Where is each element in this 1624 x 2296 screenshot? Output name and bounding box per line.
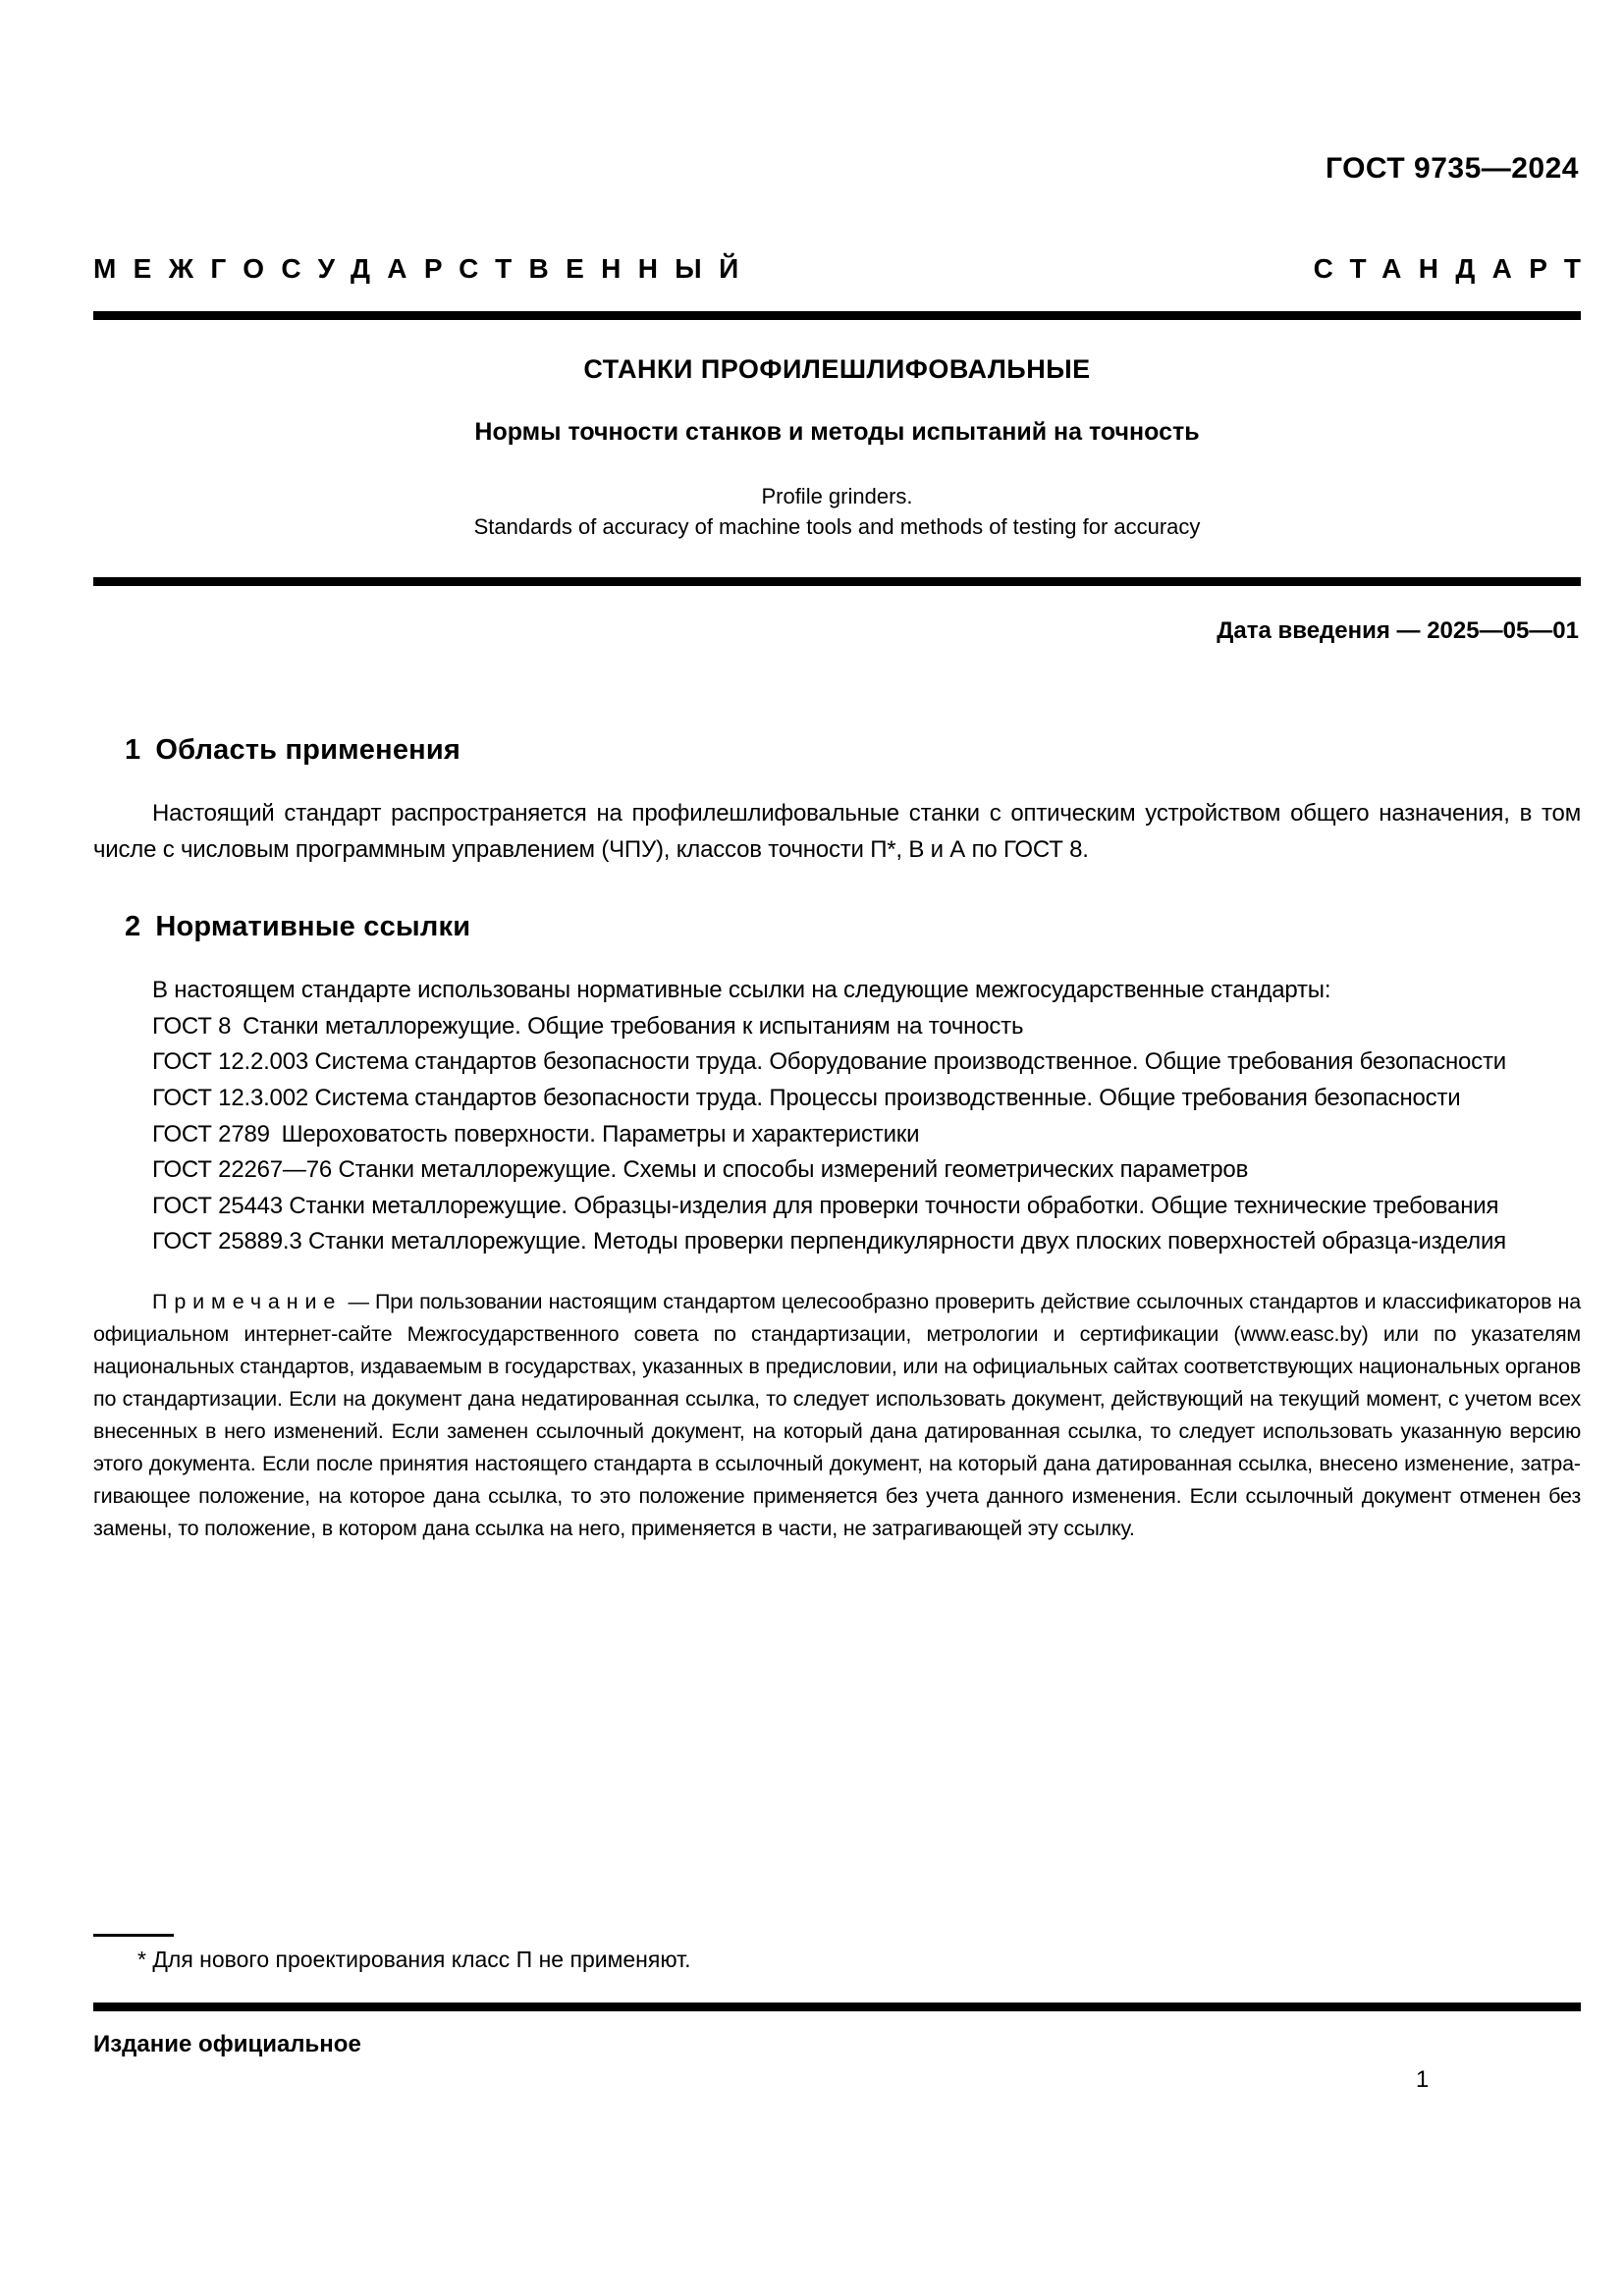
section-1-heading bbox=[125, 734, 1581, 767]
reference-item: ГОСТ 22267—76 Станки металлорежущие. Схемы и способы измерений геометрических параметров bbox=[152, 1156, 1249, 1184]
bottom-rule bbox=[93, 2002, 1581, 2011]
footnote-separator bbox=[93, 1934, 174, 1937]
divider-rule-top bbox=[93, 311, 1581, 320]
divider-rule-title bbox=[93, 577, 1581, 586]
reference-item: ГОСТ 2789 Шероховатость поверхности. Параметры и характеристики bbox=[152, 1120, 920, 1148]
reference-item: ГОСТ 25889.3 Станки металлорежущие. Методы проверки перпендикулярности двух плоских поверхностей образца-изделия bbox=[152, 1228, 1506, 1255]
section-1-title: Область применения bbox=[155, 734, 461, 766]
document-title-en bbox=[93, 481, 1581, 542]
standard-type-word-2: СТАНДАРТ bbox=[1313, 253, 1598, 284]
doc-code: ГОСТ 9735—2024 bbox=[1325, 152, 1579, 185]
reference-item: ГОСТ 12.2.003 Система стандартов безопасности труда. Оборудование производственное. Общие требования безопасности bbox=[152, 1048, 1506, 1076]
footnote bbox=[93, 1947, 1581, 1973]
reference-item: ГОСТ 8 Станки металлорежущие. Общие требования к испытаниям на точность bbox=[152, 1012, 1024, 1040]
title-en-line-2: Standards of accuracy of machine tools and methods of testing for accuracy bbox=[473, 514, 1201, 539]
scope-paragraph: Настоящий стандарт распространяется на профилешлифовальные станки с оптическим устройством общего назначения, в том числе с числовым программным управлением (ЧПУ), классов точности П*, В и А по ГОСТ 8. bbox=[93, 800, 1581, 863]
references-intro: В настоящем стандарте использованы нормативные ссылки на следующие межгосударственные стандарты: bbox=[152, 977, 1331, 1004]
title-en-line-1: Profile grinders. bbox=[761, 484, 913, 508]
note-label: Примечание bbox=[152, 1289, 343, 1313]
section-1-number: 1 bbox=[125, 734, 141, 766]
page-number: 1 bbox=[1416, 2066, 1430, 2093]
note-text: При пользовании настоящим стандартом целесообразно проверить действие ссылочных стандартов и классификаторов на официальном интернет-сайте Межгосударственного совета по стандартизации, метрологии и сертификации (www.easc.by) или по указателям национальных стандартов, издаваемым в государствах, указанных в предисловии, или на официальных сайтах соответствующих национальных органов по стандартизации. Если на документ дана недатированная ссылка, то следует использовать документ, действующий на текущий момент, с учетом всех внесенных в него изменений. Если заменен ссылочный документ, на который дана датированная ссылка, то следует использовать указанную версию этого документа. Если после принятия настоящего стандарта в ссылочный документ, на который дана датированная ссылка, внесено изменение, затрагивающее положение, на которое дана ссылка, то это положение применяется без учета данного изменения. Если ссылочный документ отменен без замены, то положение, в котором дана ссылка на него, применяется в части, не затрагивающей эту ссылку. bbox=[93, 1289, 1581, 1540]
standard-type-label bbox=[93, 253, 1598, 285]
document-subtitle-ru: Нормы точности станков и методы испытаний на точность bbox=[474, 418, 1200, 446]
reference-item: ГОСТ 25443 Станки металлорежущие. Образцы-изделия для проверки точности обработки. Общие технические требования bbox=[152, 1192, 1499, 1219]
edition-label: Издание официальное bbox=[93, 2031, 361, 2057]
section-2-heading bbox=[125, 911, 1581, 943]
section-2-number: 2 bbox=[125, 911, 141, 943]
document-title-ru: СТАНКИ ПРОФИЛЕШЛИФОВАЛЬНЫЕ bbox=[583, 354, 1091, 384]
document-body bbox=[93, 734, 1581, 1545]
footnote-marker: * bbox=[137, 1947, 146, 1972]
note-paragraph bbox=[93, 1286, 1581, 1545]
section-2-title: Нормативные ссылки bbox=[155, 911, 471, 943]
reference-item: ГОСТ 12.3.002 Система стандартов безопасности труда. Процессы производственные. Общие требования безопасности bbox=[152, 1084, 1461, 1111]
standard-type-word-1: МЕЖГОСУДАРСТВЕННЫЙ bbox=[93, 253, 756, 284]
footnote-text: Для нового проектирования класс П не применяют. bbox=[152, 1947, 691, 1972]
note-dash: — bbox=[342, 1289, 376, 1313]
effective-date: Дата введения — 2025—05—01 bbox=[1217, 617, 1579, 644]
